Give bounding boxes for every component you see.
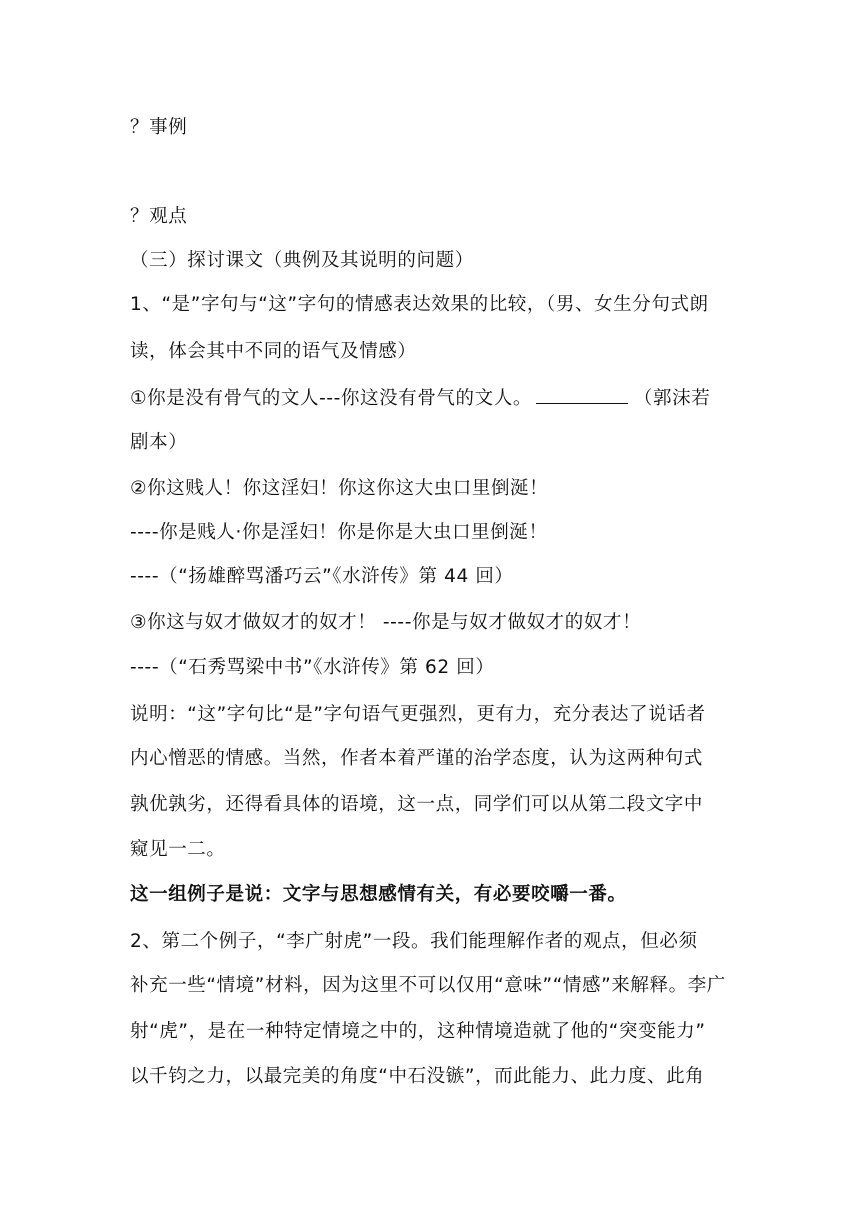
conclusion-line: 这一组例子是说：文字与思想感情有关，有必要咬嚼一番。 <box>130 884 627 905</box>
paragraph-line: 以千钧之力，以最完美的角度“中石没镞”，而此能力、此力度、此角 <box>130 1066 705 1087</box>
fill-in-blank[interactable] <box>536 385 628 404</box>
example-line-2: ②你这贱人！你这淫妇！你这你这大虫口里倒涎！ <box>130 478 549 499</box>
paragraph-line: 2、第二个例子，“李广射虎”一段。我们能理解作者的观点，但必须 <box>130 931 698 952</box>
item-example: ？事例 <box>130 117 188 138</box>
paragraph-line: 1、“是”字句与“这”字句的情感表达效果的比较，（男、女生分句式朗 <box>130 294 709 315</box>
paragraph-line: 射“虎”，是在一种特定情境之中的，这种情境造就了他的“突变能力” <box>130 1021 706 1042</box>
item-viewpoint: ？观点 <box>130 206 188 227</box>
example-source: （郭沫若 <box>633 388 711 409</box>
example-source-2: ----（“扬雄醉骂潘巧云”《水浒传》第 44 回） <box>130 566 514 587</box>
example-line-2b: ----你是贱人·你是淫妇！你是你是大虫口里倒涎！ <box>130 522 548 543</box>
section-heading: （三）探讨课文（典例及其说明的问题） <box>130 250 474 271</box>
explanation-line: 内心憎恶的情感。当然，作者本着严谨的治学态度，认为这两种句式 <box>130 748 704 769</box>
example-line-3: ③你这与奴才做奴才的奴才！ ----你是与奴才做奴才的奴才！ <box>130 612 642 633</box>
explanation-line: 孰优孰劣，还得看具体的语境，这一点，同学们可以从第二段文字中 <box>130 794 704 815</box>
explanation-line: 说明：“这”字句比“是”字句语气更强烈，更有力，充分表达了说话者 <box>130 704 706 725</box>
paragraph-line: 剧本） <box>130 432 188 453</box>
example-text: ①你是没有骨气的文人---你这没有骨气的文人。 <box>130 388 532 409</box>
explanation-line: 窥见一二。 <box>130 839 226 860</box>
example-source-3: ----（“石秀骂梁中书”《水浒传》第 62 回） <box>130 657 495 678</box>
example-line-1 <box>130 385 740 412</box>
paragraph-line: 读，体会其中不同的语气及情感） <box>130 341 417 362</box>
paragraph-line: 补充一些“情境”材料，因为这里不可以仅用“意味”“情感”来解释。李广 <box>130 975 726 996</box>
